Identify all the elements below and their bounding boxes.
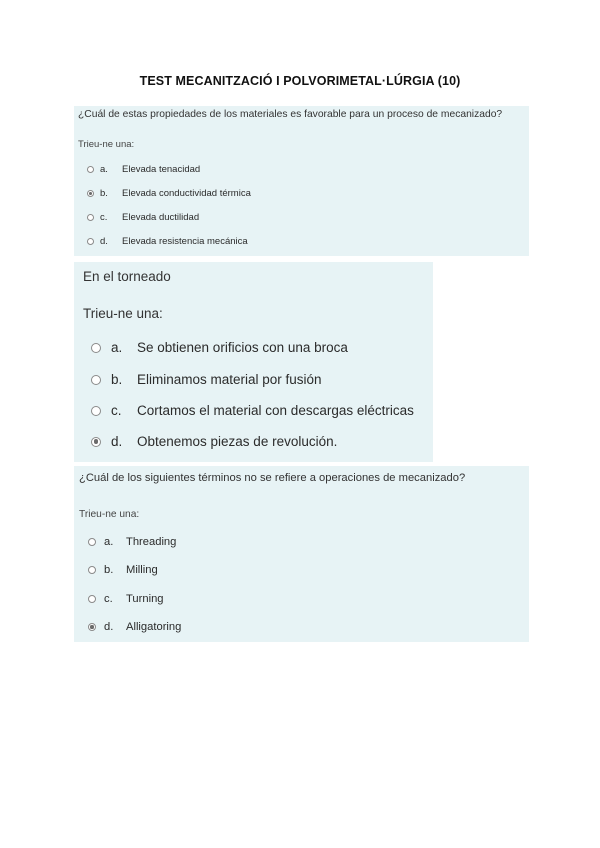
option-letter: b.	[100, 188, 108, 199]
answer-option-c[interactable]	[87, 212, 199, 223]
option-letter: d.	[100, 236, 108, 247]
option-letter: b.	[104, 564, 114, 576]
answer-option-a[interactable]	[87, 164, 200, 175]
option-label: Milling	[126, 564, 158, 576]
option-label: Elevada conductividad térmica	[122, 188, 251, 199]
radio-button[interactable]	[87, 238, 94, 245]
option-letter: a.	[111, 340, 123, 355]
option-letter: c.	[111, 403, 122, 418]
answer-option-d[interactable]	[88, 621, 181, 633]
radio-button[interactable]	[88, 538, 96, 546]
question-prompt: Trieu-ne una:	[83, 306, 163, 321]
answer-option-c[interactable]	[88, 593, 164, 605]
option-letter: a.	[100, 164, 108, 175]
radio-button[interactable]	[87, 214, 94, 221]
answer-option-d[interactable]	[91, 434, 337, 449]
option-letter: b.	[111, 372, 123, 387]
answer-option-d[interactable]	[87, 236, 248, 247]
option-letter: d.	[111, 434, 123, 449]
radio-button[interactable]	[87, 166, 94, 173]
question-2	[74, 262, 433, 462]
answer-option-b[interactable]	[91, 372, 322, 387]
radio-button[interactable]	[91, 437, 101, 447]
radio-button[interactable]	[91, 343, 101, 353]
option-label: Threading	[126, 536, 177, 548]
option-letter: d.	[104, 621, 114, 633]
option-label: Se obtienen orificios con una broca	[137, 340, 348, 355]
page-title: TEST MECANITZACIÓ I POLVORIMETAL·LÚRGIA (10)	[139, 74, 461, 88]
radio-button[interactable]	[87, 190, 94, 197]
radio-button[interactable]	[88, 566, 96, 574]
radio-button[interactable]	[88, 623, 96, 631]
option-letter: c.	[104, 593, 113, 605]
answer-option-a[interactable]	[88, 536, 176, 548]
answer-option-b[interactable]	[87, 188, 251, 199]
answer-option-b[interactable]	[88, 564, 158, 576]
option-label: Elevada tenacidad	[122, 164, 201, 175]
question-prompt: Trieu-ne una:	[79, 509, 140, 520]
question-text: ¿Cuál de los siguientes términos no se refiere a operaciones de mecanizado?	[79, 472, 466, 484]
option-label: Eliminamos material por fusión	[137, 372, 322, 387]
question-text: ¿Cuál de estas propiedades de los materiales es favorable para un proceso de mecanizado?	[78, 109, 503, 120]
question-text: En el torneado	[83, 269, 171, 284]
radio-button[interactable]	[91, 406, 101, 416]
option-label: Turning	[126, 593, 164, 605]
radio-button[interactable]	[91, 375, 101, 385]
option-label: Elevada ductilidad	[122, 212, 200, 223]
option-label: Obtenemos piezas de revolución.	[137, 434, 338, 449]
option-letter: c.	[100, 212, 108, 223]
radio-button[interactable]	[88, 595, 96, 603]
option-label: Elevada resistencia mecánica	[122, 236, 248, 247]
question-3	[74, 466, 529, 642]
answer-option-c[interactable]	[91, 403, 414, 418]
option-letter: a.	[104, 536, 114, 548]
question-1	[74, 106, 529, 256]
option-label: Cortamos el material con descargas eléctricas	[137, 403, 414, 418]
question-prompt: Trieu-ne una:	[78, 139, 135, 150]
option-label: Alligatoring	[126, 621, 182, 633]
answer-option-a[interactable]	[91, 340, 348, 355]
